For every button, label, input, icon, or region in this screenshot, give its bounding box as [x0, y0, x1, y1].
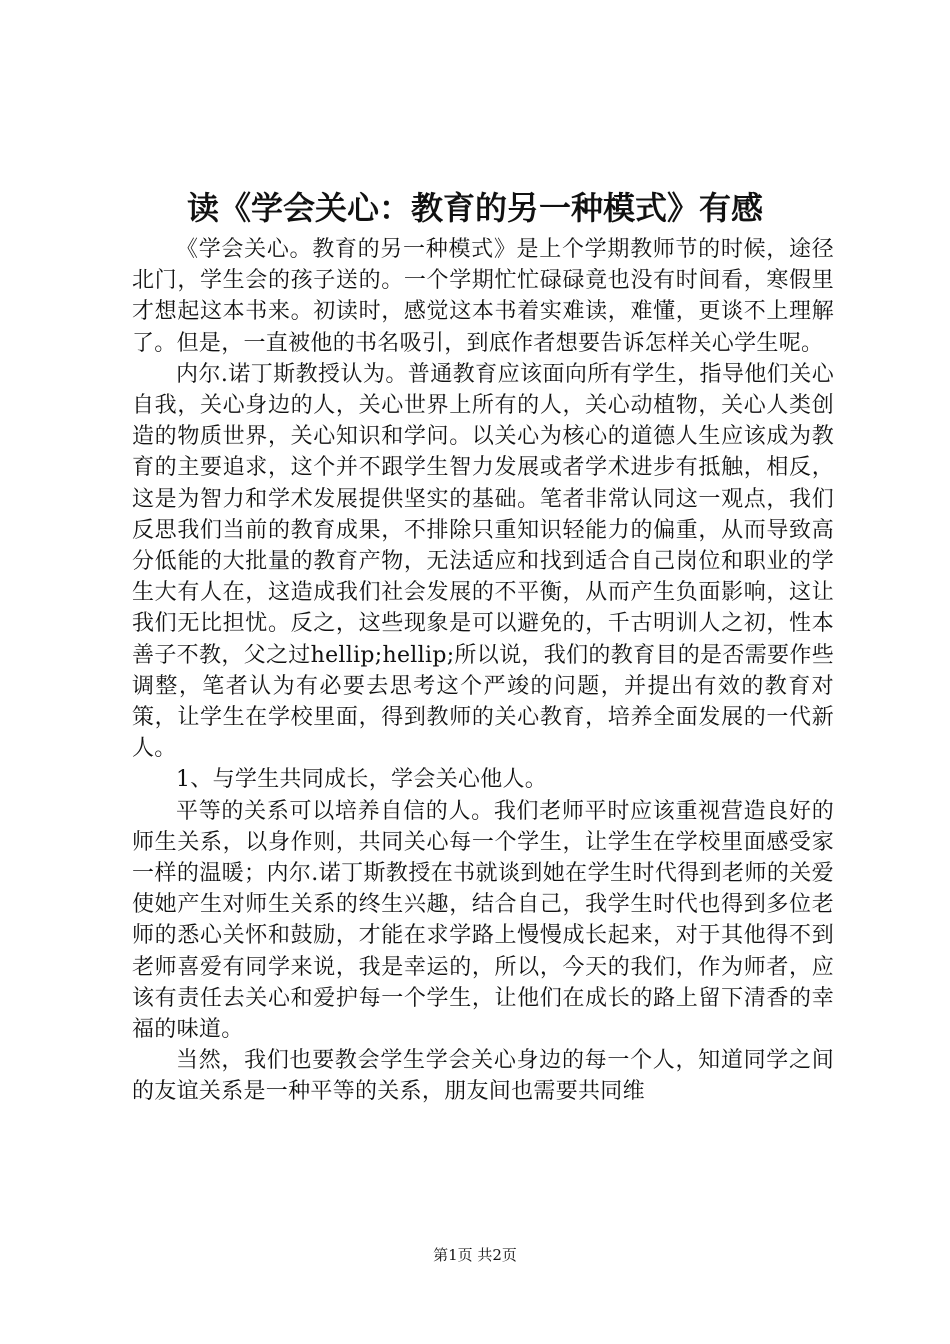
paragraph-4: 当然，我们也要教会学生学会关心身边的每一个人，知道同学之间的友谊关系是一种平等的关系，朋友间也需要共同维: [132, 1048, 834, 1105]
section-heading-1: 1、与学生共同成长，学会关心他人。: [176, 767, 548, 793]
paragraph-1: 《学会关心。教育的另一种模式》是上个学期教师节的时候，途径北门，学生会的孩子送的。一个学期忙忙碌碌竟也没有时间看，寒假里才想起这本书来。初读时，感觉这本书着实难读，难懂，更谈不上理解了。但是，一直被他的书名吸引，到底作者想要告诉怎样关心学生呢。: [132, 237, 834, 356]
document-title: 读《学会关心：教育的另一种模式》有感: [186, 189, 763, 227]
paragraph-2: 内尔.诺丁斯教授认为。普通教育应该面向所有学生，指导他们关心自我，关心身边的人，关心世界上所有的人，关心动植物，关心人类创造的物质世界，关心知识和学问。以关心为核心的道德人生应该成为教育的主要追求，这个并不跟学生智力发展或者学术进步有抵触，相反，这是为智力和学术发展提供坚实的基础。笔者非常认同这一观点，我们反思我们当前的教育成果，不排除只重知识轻能力的偏重，从而导致高分低能的大批量的教育产物，无法适应和找到适合自己岗位和职业的学生大有人在，这造成我们社会发展的不平衡，从而产生负面影响，这让我们无比担忧。反之，这些现象是可以避免的，千古明训人之初，性本善子不教，父之过hellip;hellip;所以说，我们的教育目的是否需要作些调整，笔者认为有必要去思考这个严竣的问题，并提出有效的教育对策，让学生在学校里面，得到教师的关心教育，培养全面发展的一代新人。: [132, 361, 834, 762]
document-body: [132, 234, 834, 1108]
page-number-footer: 第1页 共2页: [433, 1246, 517, 1264]
paragraph-3: 平等的关系可以培养自信的人。我们老师平时应该重视营造良好的师生关系，以身作则，共同关心每一个学生，让学生在学校里面感受家一样的温暖；内尔.诺丁斯教授在书就谈到她在学生时代得到老师的关爱使她产生对师生关系的终生兴趣，结合自己，我学生时代也得到多位老师的悉心关怀和鼓励，才能在求学路上慢慢成长起来，对于其他得不到老师喜爱有同学来说，我是幸运的，所以，今天的我们，作为师者，应该有责任去关心和爱护每一个学生，让他们在成长的路上留下清香的幸福的味道。: [132, 798, 834, 1043]
